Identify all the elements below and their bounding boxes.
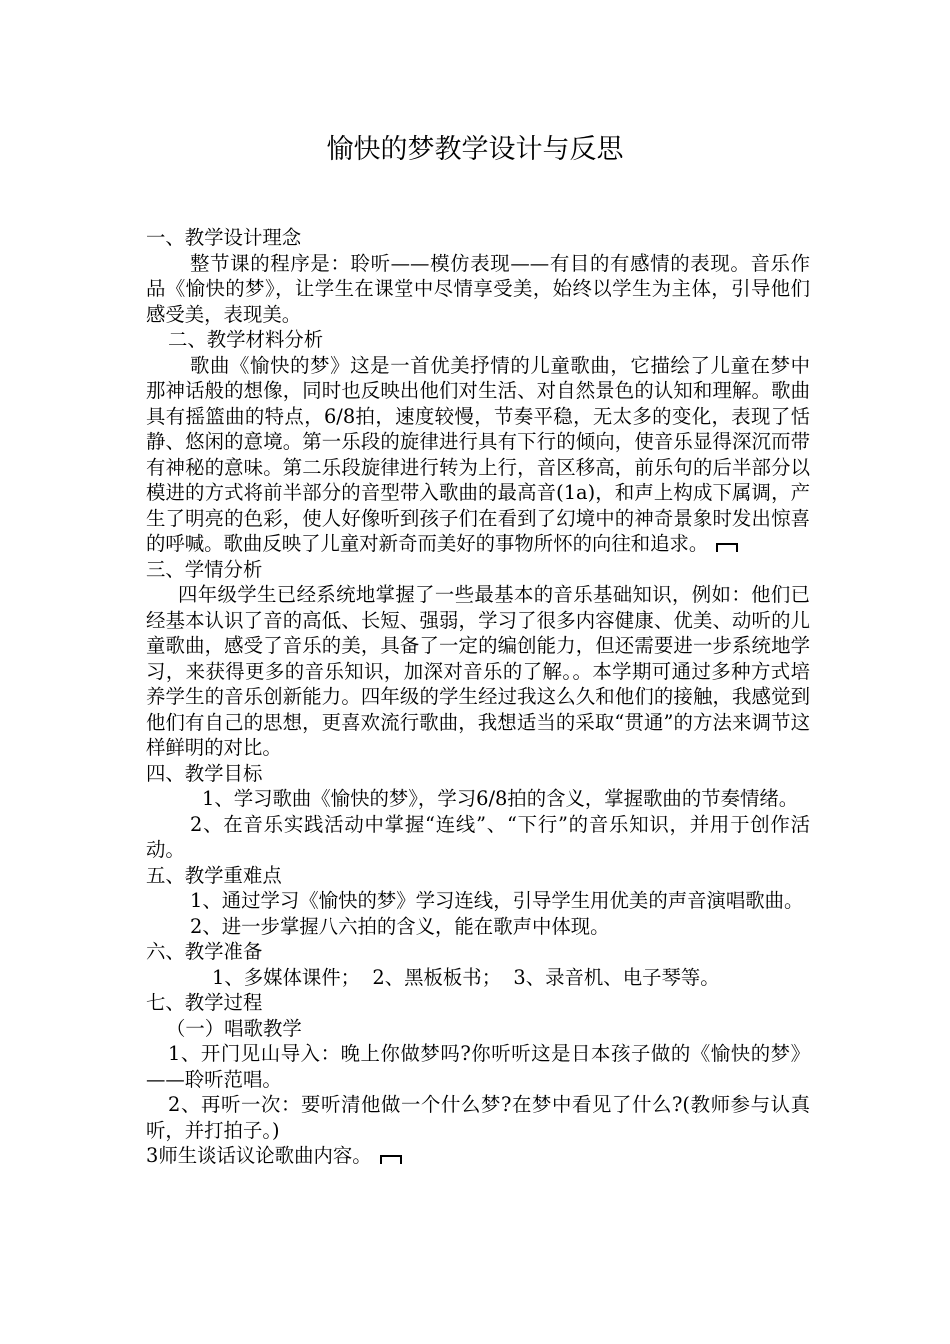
document-title: 愉快的梦教学设计与反思 [326,134,624,165]
process-item-3 [146,1143,810,1169]
section-heading-teaching-process: 七、教学过程 [146,991,263,1014]
paragraph-design-concept: 整节课的程序是：聆听——模仿表现——有目的有感情的表现。音乐作品《愉快的梦》，让学生在课堂中尽情享受美，始终以学生为主体，引导他们感受美，表现美。 [146,251,810,326]
preparation-items: 1、多媒体课件； 2、黑板板书； 3、录音机、电子琴等。 [212,965,720,989]
subsection-heading-singing: （一）唱歌教学 [166,1016,302,1040]
section-heading-material-analysis: 二、教学材料分析 [168,328,324,351]
section-heading-design-concept: 一、教学设计理念 [146,226,302,249]
section-heading-student-analysis: 三、学情分析 [146,557,263,581]
document-body [146,225,810,1169]
paragraph-material-analysis-text: 歌曲《愉快的梦》这是一首优美抒情的儿童歌曲，它描绘了儿童在梦中那神话般的想像，同时也反映出他们对生活、对自然景色的认知和理解。歌曲具有摇篮曲的特点，6/8拍，速度较慢，节奏平稳，无太多的变化，表现了恬静、悠闲的意境。第一乐段的旋律进行具有下行的倾向，使音乐显得深沉而带有神秘的意味。第二乐段旋律进行转为上行，音区移高，前乐句的后半部分以模进的方式将前半部分的音型带入歌曲的最高音(1a)，和声上构成下属调，产生了明亮的色彩，使人好像听到孩子们在看到了幻境中的神奇景象时发出惊喜的呼喊。歌曲反映了儿童对新奇而美好的事物所怀的向往和追求。 [146,353,810,555]
goal-item-1: 1、学习歌曲《愉快的梦》，学习6/8拍的含义，掌握歌曲的节奏情绪。 [202,787,799,810]
bracket-mark-icon [380,1155,402,1164]
process-item-2: 2、再听一次：要听清他做一个什么梦?在梦中看见了什么?(教师参与认真听，并打拍子。) [146,1093,810,1142]
section-heading-teaching-goals: 四、教学目标 [146,761,263,785]
section-heading-key-points: 五、教学重难点 [146,863,282,887]
paragraph-student-analysis: 四年级学生已经系统地掌握了一些最基本的音乐基础知识，例如：他们已经基本认识了音的高低、长短、强弱，学习了很多内容健康、优美、动听的儿童歌曲，感受了音乐的美，具备了一定的编创能力，但还需要进一步系统地学习，来获得更多的音乐知识，加深对音乐的了解。。本学期可通过多种方式培养学生的音乐创新能力。四年级的学生经过我这么久和他们的接触，我感觉到他们有自己的思想，更喜欢流行歌曲，我想适当的采取“贯通”的方法来调节这样鲜明的对比。 [146,583,810,759]
key-point-item-2: 2、进一步掌握八六拍的含义，能在歌声中体现。 [190,914,610,938]
process-item-3-text: 3师生谈话议论歌曲内容。 [146,1144,372,1167]
process-item-1: 1、开门见山导入：晚上你做梦吗?你听听这是日本孩子做的《愉快的梦》——聆听范唱。 [146,1042,810,1091]
key-point-item-1: 1、通过学习《愉快的梦》学习连线，引导学生用优美的声音演唱歌曲。 [190,889,804,912]
goal-item-2: 2、在音乐实践活动中掌握“连线”、“下行”的音乐知识，并用于创作活动。 [146,812,810,861]
section-heading-preparation: 六、教学准备 [146,940,263,963]
paragraph-material-analysis [146,353,810,557]
bracket-mark-icon [716,543,738,552]
